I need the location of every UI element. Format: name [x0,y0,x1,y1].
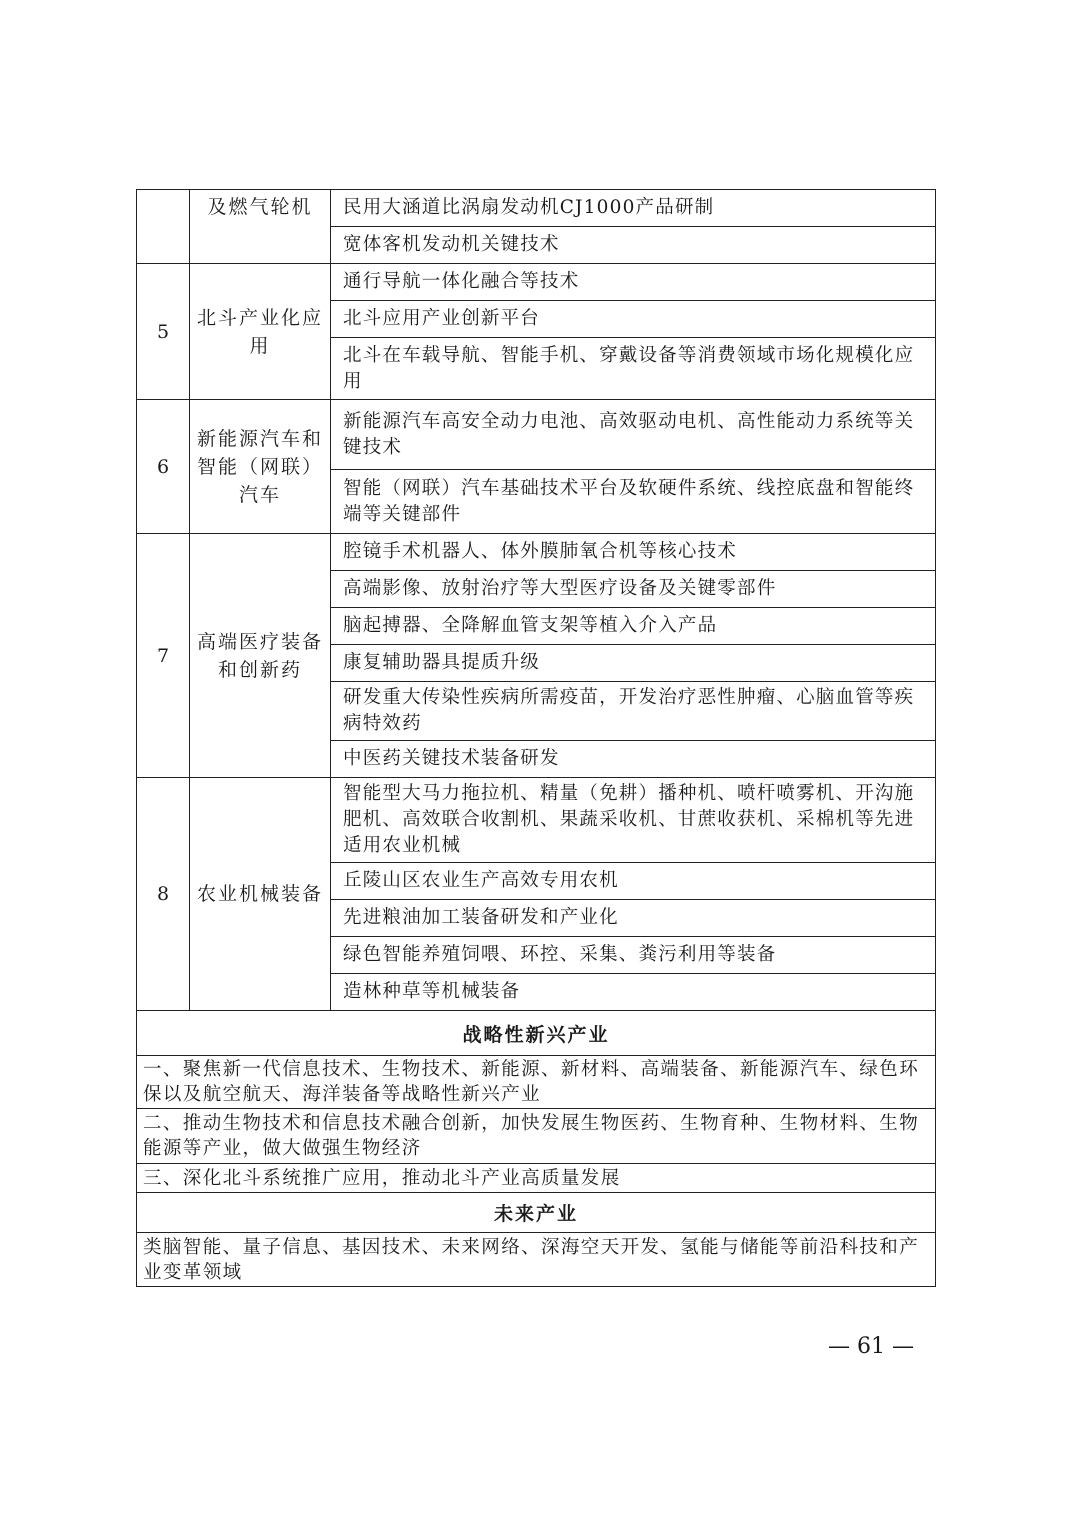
item-cell: 通行导航一体化融合等技术 [331,264,936,301]
table-row [137,778,936,863]
item-cell: 智能型大马力拖拉机、精量（免耕）播种机、喷杆喷雾机、开沟施肥机、高效联合收割机、果蔬采收机、甘蔗收获机、采棉机等先进适用农业机械 [331,778,936,863]
category-cell: 农业机械装备 [190,778,331,1011]
section-heading-row [137,1011,936,1056]
item-cell: 高端影像、放射治疗等大型医疗设备及关键零部件 [331,571,936,608]
row-number: 5 [137,264,190,400]
item-cell: 北斗在车载导航、智能手机、穿戴设备等消费领域市场化规模化应用 [331,338,936,400]
strategic-item: 三、深化北斗系统推广应用，推动北斗产业高质量发展 [137,1164,936,1193]
item-cell: 丘陵山区农业生产高效专用农机 [331,863,936,900]
table-row [137,264,936,301]
table-row [137,190,936,227]
strategic-item: 一、聚焦新一代信息技术、生物技术、新能源、新材料、高端装备、新能源汽车、绿色环保以及航空航天、海洋装备等战略性新兴产业 [137,1056,936,1109]
section-heading-strategic: 战略性新兴产业 [137,1011,936,1056]
category-cell: 北斗产业化应用 [190,264,331,400]
industry-table [136,189,936,1287]
table-row [137,534,936,571]
table-row [137,400,936,470]
future-item: 类脑智能、量子信息、基因技术、未来网络、深海空天开发、氢能与储能等前沿科技和产业变革领域 [137,1233,936,1287]
section-heading-row [137,1193,936,1233]
item-cell: 智能（网联）汽车基础技术平台及软硬件系统、线控底盘和智能终端等关键部件 [331,470,936,534]
item-cell: 先进粮油加工装备研发和产业化 [331,900,936,937]
table-row [137,1233,936,1287]
row-number: 8 [137,778,190,1011]
item-cell: 腔镜手术机器人、体外膜肺氧合机等核心技术 [331,534,936,571]
item-cell: 中医药关键技术装备研发 [331,741,936,778]
item-cell: 民用大涵道比涡扇发动机CJ1000产品研制 [331,190,936,227]
category-cell: 新能源汽车和智能（网联）汽车 [190,400,331,534]
item-cell: 研发重大传染性疾病所需疫苗，开发治疗恶性肿瘤、心脑血管等疾病特效药 [331,682,936,741]
item-cell: 造林种草等机械装备 [331,974,936,1011]
row-number: 6 [137,400,190,534]
section-heading-future: 未来产业 [137,1193,936,1233]
table-row [137,1164,936,1193]
item-cell: 脑起搏器、全降解血管支架等植入介入产品 [331,608,936,645]
category-cell: 及燃气轮机 [190,190,331,264]
item-cell: 新能源汽车高安全动力电池、高效驱动电机、高性能动力系统等关键技术 [331,400,936,470]
table-row [137,1109,936,1164]
item-cell: 康复辅助器具提质升级 [331,645,936,682]
row-number [137,190,190,264]
row-number: 7 [137,534,190,778]
item-cell: 宽体客机发动机关键技术 [331,227,936,264]
item-cell: 绿色智能养殖饲喂、环控、采集、粪污利用等装备 [331,937,936,974]
strategic-item: 二、推动生物技术和信息技术融合创新，加快发展生物医药、生物育种、生物材料、生物能源等产业，做大做强生物经济 [137,1109,936,1164]
page-number: — 61 — [828,1334,914,1359]
category-cell: 高端医疗装备和创新药 [190,534,331,778]
item-cell: 北斗应用产业创新平台 [331,301,936,338]
table-row [137,1056,936,1109]
